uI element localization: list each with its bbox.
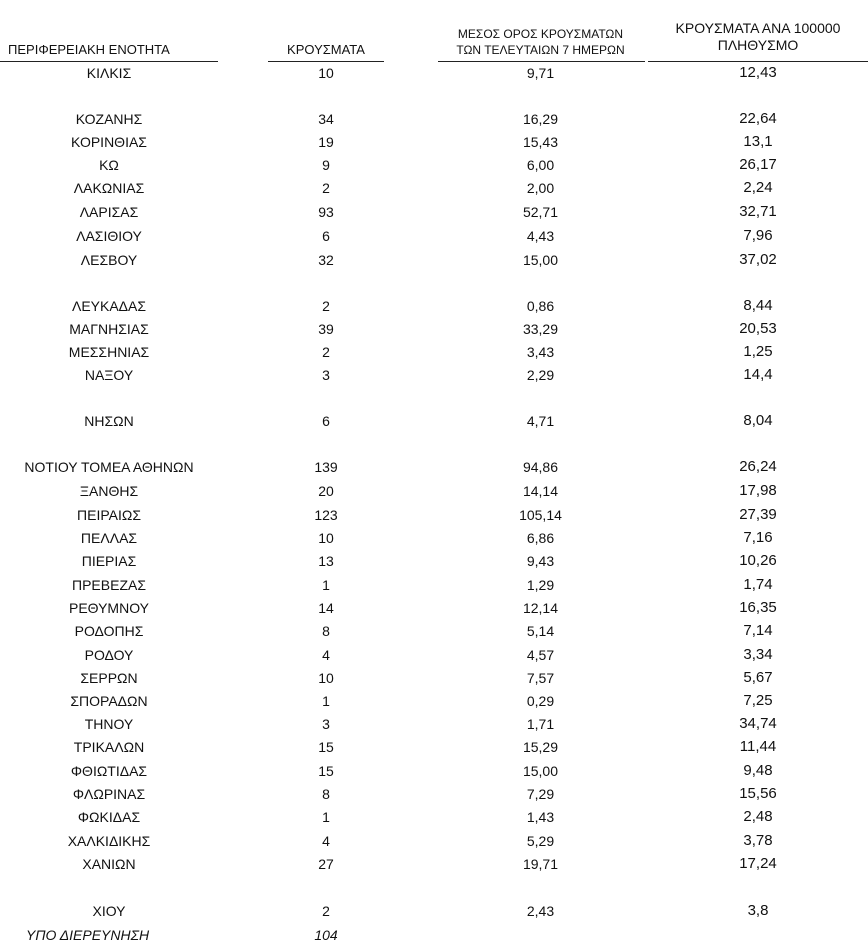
cell-cases: 1: [322, 693, 330, 709]
cell-per100k: 27,39: [739, 506, 777, 523]
cell-region: ΛΕΥΚΑΔΑΣ: [71, 298, 147, 314]
cell-region: ΦΛΩΡΙΝΑΣ: [72, 786, 146, 802]
cell-avg7: 3,43: [526, 344, 555, 360]
table-row: [0, 760, 868, 782]
cell-avg7: 6,00: [526, 157, 555, 173]
cell-avg7: 14,14: [522, 483, 559, 499]
cell-region: ΚΩ: [99, 157, 119, 173]
table-row: [0, 736, 868, 758]
cell-cases: 13: [318, 553, 334, 569]
cell-avg7: 0,86: [526, 298, 555, 314]
cell-cases: 34: [318, 111, 334, 127]
cell-region: ΠΕΙΡΑΙΩΣ: [77, 507, 141, 523]
cell-region: ΤΗΝΟΥ: [84, 716, 134, 732]
cell-region: ΜΑΓΝΗΣΙΑΣ: [69, 321, 149, 337]
cell-avg7: 0,29: [526, 693, 555, 709]
cell-avg7: 15,00: [522, 252, 559, 268]
header-per100k-line2: ΠΛΗΘΥΣΜΟ: [717, 37, 799, 53]
cell-region: ΠΕΛΛΑΣ: [80, 530, 138, 546]
cell-cases: 14: [318, 600, 334, 616]
cell-region: ΦΩΚΙΔΑΣ: [77, 809, 141, 825]
cell-per100k: 2,48: [743, 808, 773, 825]
cell-region: ΠΡΕΒΕΖΑΣ: [71, 577, 146, 593]
cell-per100k: 37,02: [739, 251, 777, 268]
cell-region: ΦΘΙΩΤΙΔΑΣ: [70, 763, 148, 779]
cell-per100k: 32,71: [739, 203, 777, 220]
cell-region: ΡΟΔΟΠΗΣ: [74, 623, 144, 639]
cell-per100k: 1,25: [743, 343, 773, 360]
cell-avg7: 33,29: [522, 321, 559, 337]
cell-per100k: 34,74: [739, 715, 777, 732]
table-row: [0, 364, 868, 386]
cell-avg7: 5,29: [526, 833, 555, 849]
cell-cases: 139: [314, 459, 338, 475]
cell-region: ΝΟΤΙΟΥ ΤΟΜΕΑ ΑΘΗΝΩΝ: [24, 459, 194, 475]
table-row: [0, 644, 868, 666]
cell-region: ΝΗΣΩΝ: [84, 413, 134, 429]
cell-cases: 9: [322, 157, 330, 173]
cell-avg7: 9,71: [526, 65, 555, 81]
cell-cases: 4: [322, 833, 330, 849]
cell-avg7: 7,29: [526, 786, 555, 802]
cell-region: ΝΑΞΟΥ: [84, 367, 134, 383]
table-row: [0, 154, 868, 176]
cell-cases: 15: [318, 763, 334, 779]
table-row: [0, 853, 868, 875]
cell-region: ΧΙΟΥ: [92, 903, 126, 919]
cell-cases: 1: [322, 577, 330, 593]
cell-cases: 32: [318, 252, 334, 268]
cell-region: ΜΕΣΣΗΝΙΑΣ: [68, 344, 150, 360]
cell-region: ΚΟΖΑΝΗΣ: [75, 111, 143, 127]
cell-cases: 2: [322, 344, 330, 360]
header-avg7-line2: ΤΩΝ ΤΕΛΕΥΤΑΙΩΝ 7 ΗΜΕΡΩΝ: [456, 43, 625, 57]
cell-avg7: 2,29: [526, 367, 555, 383]
cell-avg7: 16,29: [522, 111, 559, 127]
cell-cases: 15: [318, 739, 334, 755]
cell-cases: 2: [322, 298, 330, 314]
cell-per100k: 7,14: [743, 622, 773, 639]
cell-cases: 1: [322, 809, 330, 825]
cell-cases: 6: [322, 413, 330, 429]
cell-avg7: 2,43: [526, 903, 555, 919]
cell-region: ΡΕΘΥΜΝΟΥ: [68, 600, 149, 616]
table-row: [0, 550, 868, 572]
table-row: [0, 456, 868, 478]
cell-avg7: 15,00: [522, 763, 559, 779]
cell-per100k: 2,24: [743, 179, 773, 196]
cell-cases: 19: [318, 134, 334, 150]
cell-region: ΡΟΔΟΥ: [84, 647, 134, 663]
cell-per100k: 22,64: [739, 110, 777, 127]
cell-avg7: 52,71: [522, 204, 559, 220]
cell-cases: 4: [322, 647, 330, 663]
footer-cases: 104: [314, 927, 338, 943]
table-row: [0, 410, 868, 432]
cell-avg7: 4,57: [526, 647, 555, 663]
table-row: [0, 480, 868, 502]
cell-cases: 20: [318, 483, 334, 499]
cell-per100k: 3,78: [743, 832, 773, 849]
cell-cases: 10: [318, 65, 334, 81]
cell-per100k: 15,56: [739, 785, 777, 802]
cell-cases: 10: [318, 530, 334, 546]
table-row: [0, 177, 868, 199]
header-per100k-line1: ΚΡΟΥΣΜΑΤΑ ΑΝΑ 100000: [675, 20, 841, 36]
cell-region: ΚΟΡΙΝΘΙΑΣ: [71, 134, 147, 150]
table-row: [0, 341, 868, 363]
cell-avg7: 1,43: [526, 809, 555, 825]
cell-cases: 3: [322, 716, 330, 732]
table-row: [0, 225, 868, 247]
cell-cases: 39: [318, 321, 334, 337]
cell-avg7: 9,43: [526, 553, 555, 569]
table-row: [0, 783, 868, 805]
cell-region: ΣΕΡΡΩΝ: [80, 670, 138, 686]
table-row: [0, 597, 868, 619]
cell-per100k: 12,43: [739, 64, 777, 81]
header-avg7: [438, 26, 643, 58]
table-row: [0, 574, 868, 596]
cell-per100k: 16,35: [739, 599, 777, 616]
cell-avg7: 1,71: [526, 716, 555, 732]
table-row: [0, 713, 868, 735]
cell-avg7: 94,86: [522, 459, 559, 475]
footer-row: [0, 924, 868, 946]
table-row: [0, 806, 868, 828]
table-row: [0, 690, 868, 712]
table-row: [0, 504, 868, 526]
table-row: [0, 620, 868, 642]
table-row: [0, 108, 868, 130]
cell-region: ΛΕΣΒΟΥ: [80, 252, 138, 268]
footer-label: ΥΠΟ ΔΙΕΡΕΥΝΗΣΗ: [26, 927, 150, 943]
header-region: ΠΕΡΙΦΕΡΕΙΑΚΗ ΕΝΟΤΗΤΑ: [8, 42, 170, 57]
table-row: [0, 667, 868, 689]
cell-avg7: 2,00: [526, 180, 555, 196]
cell-avg7: 12,14: [522, 600, 559, 616]
cell-avg7: 15,29: [522, 739, 559, 755]
cell-region: ΞΑΝΘΗΣ: [79, 483, 139, 499]
table-row: [0, 830, 868, 852]
table-row: [0, 201, 868, 223]
cell-cases: 10: [318, 670, 334, 686]
cell-per100k: 3,8: [747, 902, 769, 919]
cell-per100k: 13,1: [743, 133, 773, 150]
cell-per100k: 3,34: [743, 646, 773, 663]
table-row: [0, 900, 868, 922]
cell-avg7: 19,71: [522, 856, 559, 872]
table-row: [0, 318, 868, 340]
table-row: [0, 295, 868, 317]
cell-avg7: 7,57: [526, 670, 555, 686]
cell-avg7: 4,71: [526, 413, 555, 429]
cell-cases: 27: [318, 856, 334, 872]
cell-per100k: 26,24: [739, 458, 777, 475]
cell-per100k: 20,53: [739, 320, 777, 337]
cell-per100k: 14,4: [743, 366, 773, 383]
cell-region: ΛΑΡΙΣΑΣ: [79, 204, 139, 220]
cell-cases: 2: [322, 903, 330, 919]
cell-cases: 123: [314, 507, 338, 523]
header-per100k: [650, 20, 866, 54]
cell-per100k: 17,98: [739, 482, 777, 499]
cell-cases: 6: [322, 228, 330, 244]
cell-per100k: 7,16: [743, 529, 773, 546]
cell-cases: 8: [322, 623, 330, 639]
cell-per100k: 8,04: [743, 412, 773, 429]
cell-region: ΣΠΟΡΑΔΩΝ: [70, 693, 148, 709]
cell-per100k: 1,74: [743, 576, 773, 593]
cell-per100k: 11,44: [739, 738, 777, 755]
cell-region: ΛΑΚΩΝΙΑΣ: [73, 180, 145, 196]
cell-region: ΧΑΛΚΙΔΙΚΗΣ: [67, 833, 151, 849]
cell-region: ΛΑΣΙΘΙΟΥ: [76, 228, 142, 244]
header-cases: ΚΡΟΥΣΜΑΤΑ: [287, 42, 365, 57]
cell-per100k: 7,25: [743, 692, 773, 709]
cell-per100k: 9,48: [743, 762, 773, 779]
cell-avg7: 1,29: [526, 577, 555, 593]
cell-avg7: 5,14: [526, 623, 555, 639]
cell-cases: 8: [322, 786, 330, 802]
table-header: [0, 0, 868, 62]
cell-avg7: 6,86: [526, 530, 555, 546]
cell-region: ΠΙΕΡΙΑΣ: [81, 553, 137, 569]
table-row: [0, 62, 868, 84]
cell-cases: 93: [318, 204, 334, 220]
cell-per100k: 17,24: [739, 855, 777, 872]
table-row: [0, 527, 868, 549]
cell-per100k: 5,67: [743, 669, 773, 686]
cell-avg7: 105,14: [519, 507, 562, 523]
cell-per100k: 26,17: [739, 156, 777, 173]
cell-region: ΤΡΙΚΑΛΩΝ: [73, 739, 145, 755]
cell-per100k: 7,96: [743, 227, 773, 244]
cell-cases: 2: [322, 180, 330, 196]
cell-region: ΧΑΝΙΩΝ: [82, 856, 136, 872]
table-row: [0, 249, 868, 271]
cell-cases: 3: [322, 367, 330, 383]
header-avg7-line1: ΜΕΣΟΣ ΟΡΟΣ ΚΡΟΥΣΜΑΤΩΝ: [457, 27, 624, 41]
cell-per100k: 10,26: [739, 552, 777, 569]
table-row: [0, 131, 868, 153]
cell-per100k: 8,44: [743, 297, 773, 314]
cell-avg7: 4,43: [526, 228, 555, 244]
cell-region: ΚΙΛΚΙΣ: [86, 65, 132, 81]
cell-avg7: 15,43: [522, 134, 559, 150]
